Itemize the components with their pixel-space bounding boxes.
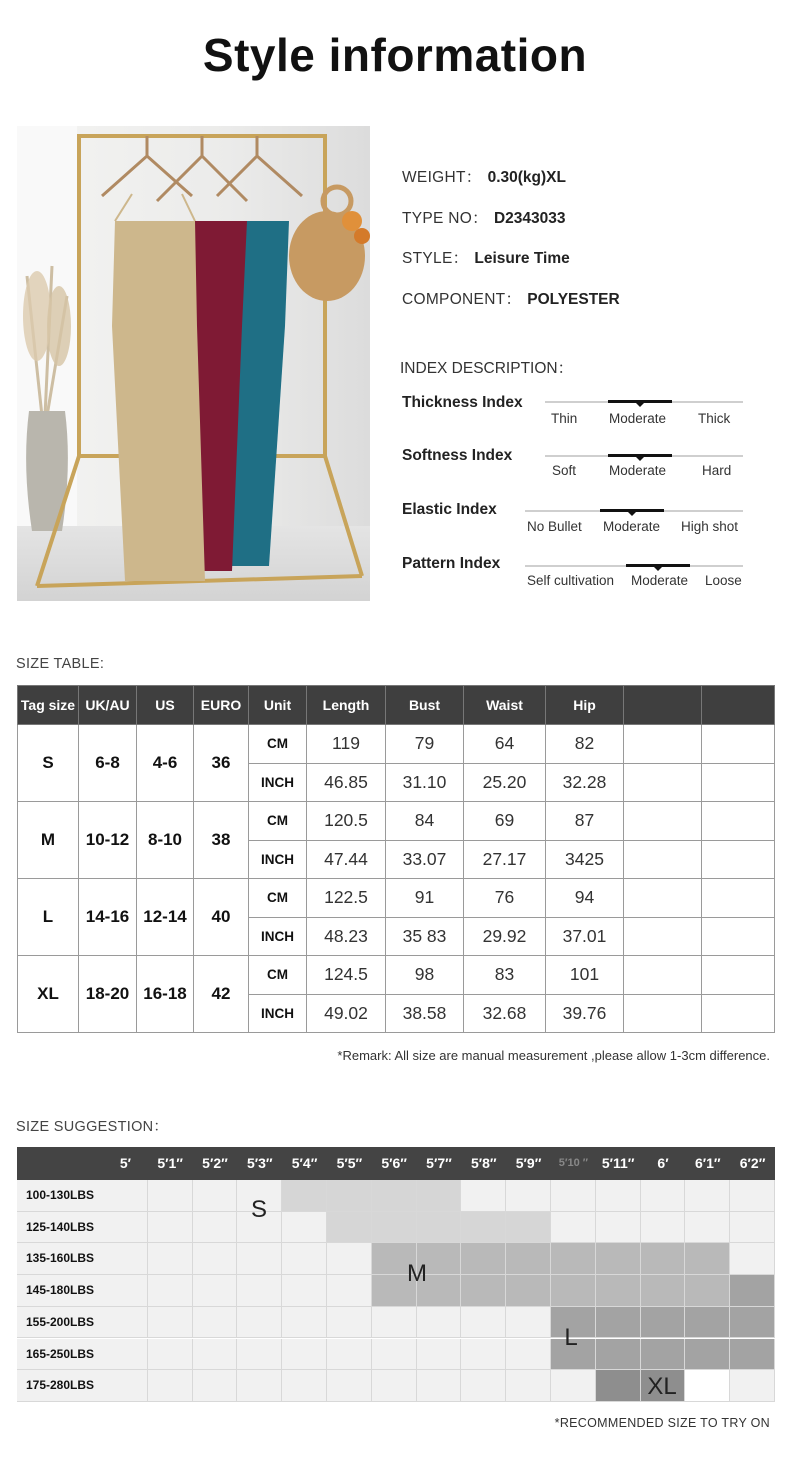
measurement-cell: 27.17 bbox=[464, 840, 546, 879]
spec-component-value: POLYESTER bbox=[527, 291, 620, 308]
size-cell-empty bbox=[327, 1243, 372, 1275]
size-cell-l bbox=[730, 1339, 775, 1371]
size-cell-m bbox=[685, 1275, 730, 1307]
size-cell-s bbox=[327, 1180, 372, 1212]
tag-size-cell: M bbox=[18, 802, 79, 879]
page-title: Style information bbox=[202, 29, 588, 81]
size-cell-empty bbox=[193, 1243, 238, 1275]
size-cell-empty bbox=[282, 1212, 327, 1244]
size-cell-empty bbox=[372, 1307, 417, 1339]
height-header: 5′3″ bbox=[246, 1155, 273, 1171]
weight-label: 165-250LBS bbox=[17, 1339, 103, 1371]
size-cell-empty bbox=[417, 1307, 462, 1339]
size-cell-m bbox=[461, 1243, 506, 1275]
uk-au-cell: 10-12 bbox=[79, 802, 137, 879]
size-cell-empty bbox=[506, 1180, 551, 1212]
spec-style-label: STYLE： bbox=[402, 250, 469, 267]
size-cell-m bbox=[641, 1243, 686, 1275]
unit-cell: CM bbox=[249, 879, 307, 918]
spec-component-label: COMPONENT： bbox=[402, 291, 522, 308]
size-cell-empty bbox=[148, 1180, 193, 1212]
size-suggestion-header bbox=[17, 1147, 775, 1180]
pattern-index-mid: Moderate bbox=[631, 573, 689, 588]
size-cell-l bbox=[641, 1339, 686, 1371]
height-header: 5′2″ bbox=[202, 1155, 228, 1171]
size-cell-empty bbox=[596, 1212, 641, 1244]
size-table-row bbox=[18, 956, 775, 995]
size-cell-xl bbox=[596, 1370, 641, 1402]
size-cell-empty bbox=[148, 1212, 193, 1244]
size-cell-empty bbox=[193, 1212, 238, 1244]
size-cell-s bbox=[372, 1180, 417, 1212]
measurement-cell: 39.76 bbox=[546, 994, 624, 1033]
measurement-cell: 49.02 bbox=[307, 994, 386, 1033]
size-table-header: Bust bbox=[386, 686, 464, 725]
size-cell-empty bbox=[103, 1339, 148, 1371]
size-table-header: Hip bbox=[546, 686, 624, 725]
size-cell-empty bbox=[282, 1339, 327, 1371]
size-cell-empty bbox=[685, 1212, 730, 1244]
softness-index-low: Soft bbox=[552, 463, 577, 478]
size-cell-empty bbox=[730, 1212, 775, 1244]
size-cell-empty bbox=[237, 1275, 282, 1307]
empty-cell bbox=[702, 994, 775, 1033]
size-cell-empty bbox=[327, 1370, 372, 1402]
thickness-index-mid: Moderate bbox=[609, 411, 667, 426]
size-table-header bbox=[702, 686, 775, 725]
euro-cell: 42 bbox=[194, 956, 249, 1033]
spec-type-no bbox=[402, 206, 566, 228]
size-zone-label: S bbox=[250, 1196, 268, 1223]
measurement-cell: 25.20 bbox=[464, 763, 546, 802]
tag-size-cell: S bbox=[18, 725, 79, 802]
size-cell-empty bbox=[596, 1180, 641, 1212]
measurement-cell: 31.10 bbox=[386, 763, 464, 802]
elastic-index-low: No Bullet bbox=[527, 519, 582, 534]
size-cell-empty bbox=[148, 1275, 193, 1307]
measurement-cell: 76 bbox=[464, 879, 546, 918]
unit-cell: INCH bbox=[249, 840, 307, 879]
size-cell-empty bbox=[148, 1339, 193, 1371]
pattern-index-pointer bbox=[654, 567, 662, 571]
size-cell-m bbox=[506, 1243, 551, 1275]
empty-cell bbox=[624, 840, 702, 879]
thickness-index-name: Thickness Index bbox=[402, 394, 523, 411]
us-cell: 16-18 bbox=[137, 956, 194, 1033]
size-cell-empty bbox=[372, 1370, 417, 1402]
thickness-index-high: Thick bbox=[698, 411, 731, 426]
size-cell-s bbox=[461, 1212, 506, 1244]
size-table-row bbox=[18, 879, 775, 918]
measurement-cell: 91 bbox=[386, 879, 464, 918]
softness-index-pointer bbox=[636, 457, 644, 461]
size-cell-empty bbox=[237, 1307, 282, 1339]
size-table-header: Tag size bbox=[18, 686, 79, 725]
size-cell-empty bbox=[193, 1339, 238, 1371]
spec-type-no-label: TYPE NO： bbox=[402, 210, 488, 227]
measurement-cell: 37.01 bbox=[546, 917, 624, 956]
weight-label: 155-200LBS bbox=[17, 1307, 103, 1339]
measurement-cell: 79 bbox=[386, 725, 464, 764]
uk-au-cell: 6-8 bbox=[79, 725, 137, 802]
measurement-cell: 120.5 bbox=[307, 802, 386, 841]
empty-cell bbox=[702, 802, 775, 841]
spec-weight-label: WEIGHT： bbox=[402, 169, 482, 186]
size-table-header bbox=[624, 686, 702, 725]
us-cell: 12-14 bbox=[137, 879, 194, 956]
empty-cell bbox=[624, 879, 702, 918]
empty-cell bbox=[702, 763, 775, 802]
size-cell-empty bbox=[282, 1275, 327, 1307]
unit-cell: INCH bbox=[249, 763, 307, 802]
pattern-index-name: Pattern Index bbox=[402, 555, 501, 572]
measurement-cell: 122.5 bbox=[307, 879, 386, 918]
size-cell-empty bbox=[372, 1339, 417, 1371]
size-cell-empty bbox=[641, 1180, 686, 1212]
size-cell-empty bbox=[103, 1275, 148, 1307]
size-cell-m bbox=[506, 1275, 551, 1307]
weight-label: 135-160LBS bbox=[17, 1243, 103, 1275]
measurement-cell: 83 bbox=[464, 956, 546, 995]
empty-cell bbox=[702, 725, 775, 764]
size-cell-s bbox=[506, 1212, 551, 1244]
uk-au-cell: 18-20 bbox=[79, 956, 137, 1033]
size-cell-l bbox=[685, 1339, 730, 1371]
size-cell-empty bbox=[237, 1243, 282, 1275]
size-cell-empty bbox=[730, 1243, 775, 1275]
unit-cell: CM bbox=[249, 956, 307, 995]
measurement-cell: 64 bbox=[464, 725, 546, 764]
size-cell-l bbox=[730, 1307, 775, 1339]
unit-cell: CM bbox=[249, 802, 307, 841]
size-cell-empty bbox=[551, 1180, 596, 1212]
softness-index-mid: Moderate bbox=[609, 463, 667, 478]
size-cell-s bbox=[417, 1180, 462, 1212]
measurement-cell: 87 bbox=[546, 802, 624, 841]
size-cell-empty bbox=[551, 1212, 596, 1244]
weight-label: 125-140LBS bbox=[17, 1212, 103, 1244]
empty-cell bbox=[702, 917, 775, 956]
size-cell-empty bbox=[237, 1339, 282, 1371]
height-header: 5′1″ bbox=[157, 1155, 184, 1171]
size-cell-s bbox=[417, 1212, 462, 1244]
size-cell-empty bbox=[417, 1370, 462, 1402]
size-table-row bbox=[18, 802, 775, 841]
euro-cell: 40 bbox=[194, 879, 249, 956]
size-cell-empty bbox=[103, 1370, 148, 1402]
empty-cell bbox=[702, 956, 775, 995]
size-cell-empty bbox=[193, 1370, 238, 1402]
size-cell-empty bbox=[730, 1370, 775, 1402]
height-header: 6′1″ bbox=[694, 1155, 721, 1171]
euro-cell: 36 bbox=[194, 725, 249, 802]
size-cell-x bbox=[685, 1370, 730, 1402]
unit-cell: INCH bbox=[249, 994, 307, 1033]
height-header: 5′8″ bbox=[470, 1155, 497, 1171]
size-cell-l bbox=[730, 1275, 775, 1307]
measurement-cell: 32.28 bbox=[546, 763, 624, 802]
softness-index-high: Hard bbox=[702, 463, 732, 478]
us-cell: 8-10 bbox=[137, 802, 194, 879]
size-cell-empty bbox=[461, 1339, 506, 1371]
height-header: 5′10 ″ bbox=[558, 1157, 589, 1169]
height-header: 6′2″ bbox=[739, 1155, 766, 1171]
pattern-index-high: Loose bbox=[705, 573, 742, 588]
weight-label: 100-130LBS bbox=[17, 1180, 103, 1212]
height-header: 5′9″ bbox=[515, 1155, 542, 1171]
size-table-header: US bbox=[137, 686, 194, 725]
size-table-label: SIZE TABLE: bbox=[16, 656, 105, 672]
size-cell-empty bbox=[282, 1307, 327, 1339]
size-cell-empty bbox=[327, 1307, 372, 1339]
thickness-index-low: Thin bbox=[551, 411, 578, 426]
height-header: 6′ bbox=[657, 1155, 669, 1171]
size-cell-empty bbox=[237, 1370, 282, 1402]
pattern-index-low: Self cultivation bbox=[527, 573, 615, 588]
elastic-index-high: High shot bbox=[681, 519, 739, 534]
softness-index-name: Softness Index bbox=[402, 447, 513, 464]
size-table-header: EURO bbox=[194, 686, 249, 725]
unit-cell: CM bbox=[249, 725, 307, 764]
size-cell-empty bbox=[148, 1370, 193, 1402]
size-cell-empty bbox=[327, 1275, 372, 1307]
unit-cell: INCH bbox=[249, 917, 307, 956]
empty-cell bbox=[624, 956, 702, 995]
elastic-index-mid: Moderate bbox=[603, 519, 661, 534]
empty-cell bbox=[624, 917, 702, 956]
size-cell-l bbox=[685, 1307, 730, 1339]
size-cell-empty bbox=[461, 1370, 506, 1402]
size-cell-empty bbox=[417, 1339, 462, 1371]
empty-cell bbox=[624, 763, 702, 802]
size-cell-empty bbox=[461, 1180, 506, 1212]
size-cell-m bbox=[551, 1243, 596, 1275]
spec-style bbox=[402, 246, 570, 268]
measurement-cell: 98 bbox=[386, 956, 464, 995]
measurement-cell: 101 bbox=[546, 956, 624, 995]
size-cell-empty bbox=[148, 1307, 193, 1339]
measurement-cell: 82 bbox=[546, 725, 624, 764]
weight-label: 175-280LBS bbox=[17, 1370, 103, 1402]
measurement-cell: 69 bbox=[464, 802, 546, 841]
empty-cell bbox=[624, 994, 702, 1033]
tag-size-cell: XL bbox=[18, 956, 79, 1033]
size-cell-empty bbox=[327, 1339, 372, 1371]
size-cell-empty bbox=[641, 1212, 686, 1244]
size-cell-empty bbox=[506, 1307, 551, 1339]
height-header: 5′11″ bbox=[601, 1155, 635, 1171]
measurement-cell: 32.68 bbox=[464, 994, 546, 1033]
height-header: 5′5″ bbox=[336, 1155, 363, 1171]
size-table-row bbox=[18, 725, 775, 764]
size-cell-empty bbox=[148, 1243, 193, 1275]
size-cell-empty bbox=[103, 1307, 148, 1339]
size-cell-empty bbox=[193, 1180, 238, 1212]
size-cell-m bbox=[551, 1275, 596, 1307]
measurement-cell: 84 bbox=[386, 802, 464, 841]
size-cell-empty bbox=[193, 1275, 238, 1307]
us-cell: 4-6 bbox=[137, 725, 194, 802]
size-cell-empty bbox=[551, 1370, 596, 1402]
empty-cell bbox=[624, 802, 702, 841]
measurement-cell: 29.92 bbox=[464, 917, 546, 956]
empty-cell bbox=[702, 879, 775, 918]
size-cell-empty bbox=[103, 1212, 148, 1244]
size-table bbox=[17, 685, 775, 1033]
thickness-index-pointer bbox=[636, 403, 644, 407]
size-cell-m bbox=[596, 1275, 641, 1307]
uk-au-cell: 14-16 bbox=[79, 879, 137, 956]
measurement-cell: 119 bbox=[307, 725, 386, 764]
size-cell-empty bbox=[103, 1243, 148, 1275]
height-header: 5′7″ bbox=[426, 1155, 452, 1171]
size-cell-empty bbox=[730, 1180, 775, 1212]
size-cell-m bbox=[641, 1275, 686, 1307]
tag-size-cell: L bbox=[18, 879, 79, 956]
size-zone-label: L bbox=[564, 1324, 578, 1351]
spec-weight bbox=[402, 165, 566, 187]
elastic-index-pointer bbox=[628, 512, 636, 516]
empty-cell bbox=[624, 725, 702, 764]
empty-cell bbox=[702, 840, 775, 879]
weight-label: 145-180LBS bbox=[17, 1275, 103, 1307]
size-table-header: Waist bbox=[464, 686, 546, 725]
height-header: 5′6″ bbox=[381, 1155, 408, 1171]
size-cell-empty bbox=[103, 1180, 148, 1212]
size-table-header: UK/AU bbox=[79, 686, 137, 725]
size-cell-empty bbox=[685, 1180, 730, 1212]
size-cell-empty bbox=[282, 1370, 327, 1402]
height-header: 5′4″ bbox=[291, 1155, 318, 1171]
size-cell-l bbox=[596, 1307, 641, 1339]
size-zone-label: XL bbox=[647, 1373, 677, 1400]
recommend-note: *RECOMMENDED SIZE TO TRY ON bbox=[554, 1416, 770, 1430]
measurement-cell: 46.85 bbox=[307, 763, 386, 802]
spec-component bbox=[402, 287, 620, 309]
size-cell-l bbox=[641, 1307, 686, 1339]
size-cell-empty bbox=[193, 1307, 238, 1339]
measurement-cell: 94 bbox=[546, 879, 624, 918]
size-cell-m bbox=[461, 1275, 506, 1307]
size-cell-empty bbox=[506, 1339, 551, 1371]
size-cell-m bbox=[596, 1243, 641, 1275]
height-header: 5′ bbox=[119, 1155, 131, 1171]
size-cell-empty bbox=[506, 1370, 551, 1402]
size-cell-s bbox=[372, 1212, 417, 1244]
product-photo bbox=[17, 126, 370, 601]
size-cell-s bbox=[282, 1180, 327, 1212]
size-cell-l bbox=[596, 1339, 641, 1371]
size-cell-m bbox=[685, 1243, 730, 1275]
measurement-cell: 35 83 bbox=[386, 917, 464, 956]
elastic-index-name: Elastic Index bbox=[402, 501, 497, 518]
size-cell-empty bbox=[461, 1307, 506, 1339]
measurement-cell: 47.44 bbox=[307, 840, 386, 879]
measurement-cell: 33.07 bbox=[386, 840, 464, 879]
measurement-cell: 3425 bbox=[546, 840, 624, 879]
size-zone-label: M bbox=[407, 1260, 427, 1287]
size-suggestion-label: SIZE SUGGESTION： bbox=[16, 1119, 169, 1135]
index-description-title: INDEX DESCRIPTION： bbox=[400, 360, 574, 377]
measurement-cell: 124.5 bbox=[307, 956, 386, 995]
size-table-header: Length bbox=[307, 686, 386, 725]
measurement-cell: 48.23 bbox=[307, 917, 386, 956]
size-cell-s bbox=[327, 1212, 372, 1244]
size-cell-empty bbox=[282, 1243, 327, 1275]
remark-note: *Remark: All size are manual measurement ,please allow 1-3cm difference. bbox=[337, 1048, 770, 1063]
spec-type-no-value: D2343033 bbox=[493, 210, 566, 227]
measurement-cell: 38.58 bbox=[386, 994, 464, 1033]
size-table-header: Unit bbox=[249, 686, 307, 725]
spec-style-value: Leisure Time bbox=[474, 250, 570, 267]
spec-weight-value: 0.30(kg)XL bbox=[487, 169, 566, 186]
euro-cell: 38 bbox=[194, 802, 249, 879]
size-table-header-row bbox=[18, 686, 775, 725]
